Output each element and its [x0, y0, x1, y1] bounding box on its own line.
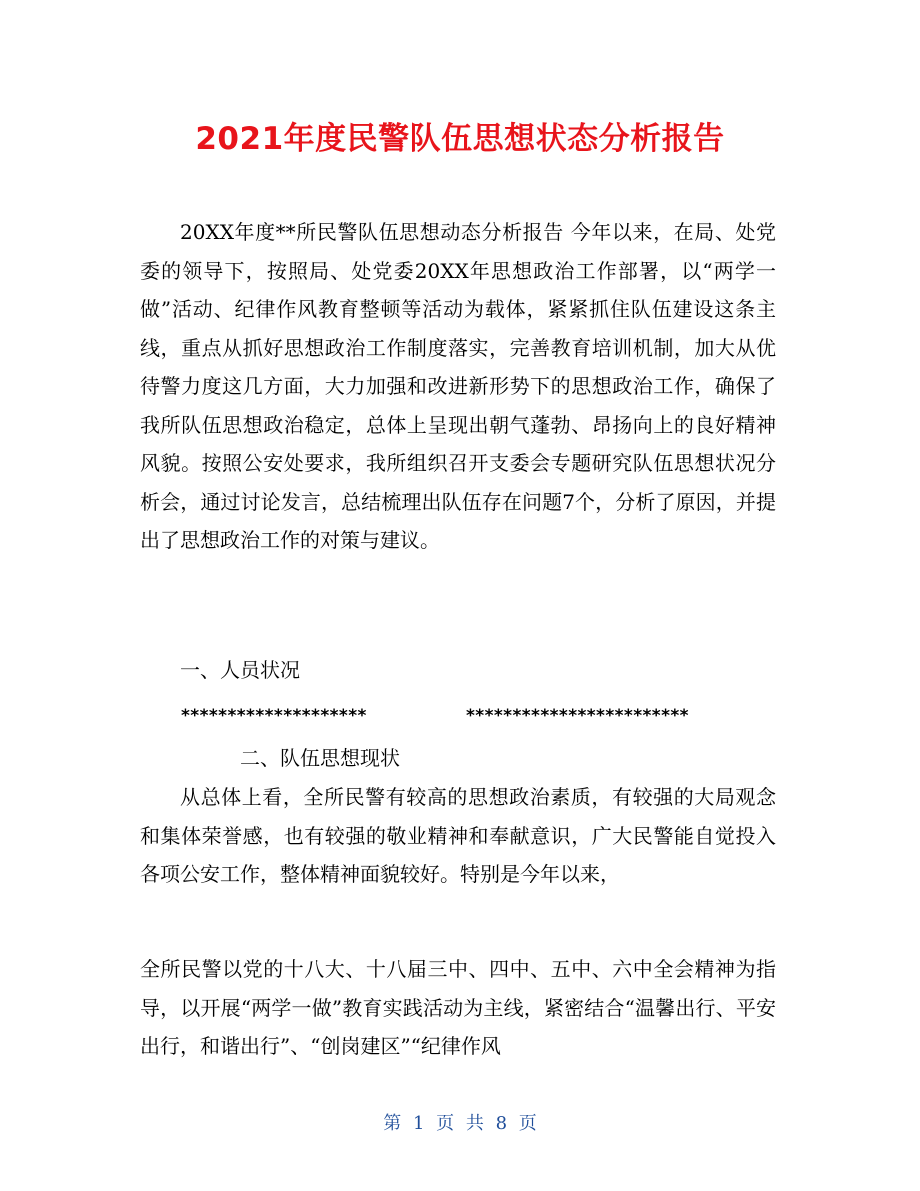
paragraph-overview: 从总体上看，全所民警有较高的思想政治素质，有较强的大局观念和集体荣誉感，也有较强的敬业精神和奉献意识，广大民警能自觉投入各项公安工作，整体精神面貌较好。特别是今年以来， — [140, 785, 776, 886]
paragraph-guidance: 全所民警以党的十八大、十八届三中、四中、五中、六中全会精神为指导，以开展“两学一做”教育实践活动为主线，紧密结合“温馨出行、平安出行，和谐出行”、“创岗建区”“纪律作风 — [140, 957, 776, 1058]
page-number-footer: 第 1 页 共 8 页 — [383, 1113, 537, 1134]
paragraph-intro: 20XX年度**所民警队伍思想动态分析报告 今年以来，在局、处党委的领导下，按照局、处党委20XX年思想政治工作部署，以“两学一做”活动、纪律作风教育整顿等活动为载体，紧紧抓住队伍建设这条主线，重点从抓好思想政治工作制度落实，完善教育培训机制，加大从优待警力度这几方面，大力加强和改进新形势下的思想政治工作，确保了我所队伍思想政治稳定，总体上呈现出朝气蓬勃、昂扬向上的良好精神风貌。按照公安处要求，我所组织召开支委会专题研究队伍思想状况分析会，通过讨论发言，总结梳理出队伍存在问题7个，分析了原因，并提出了思想政治工作的对策与建议。 — [140, 220, 776, 552]
heading-team-thinking: 二、队伍思想现状 — [240, 746, 400, 770]
heading-personnel-status: 一、人员状况 — [180, 658, 300, 682]
redacted-stars-left: ******************** — [181, 706, 367, 726]
redacted-stars-right: ************************ — [466, 706, 689, 726]
document-title: 2021年度民警队伍思想状态分析报告 — [195, 121, 725, 157]
